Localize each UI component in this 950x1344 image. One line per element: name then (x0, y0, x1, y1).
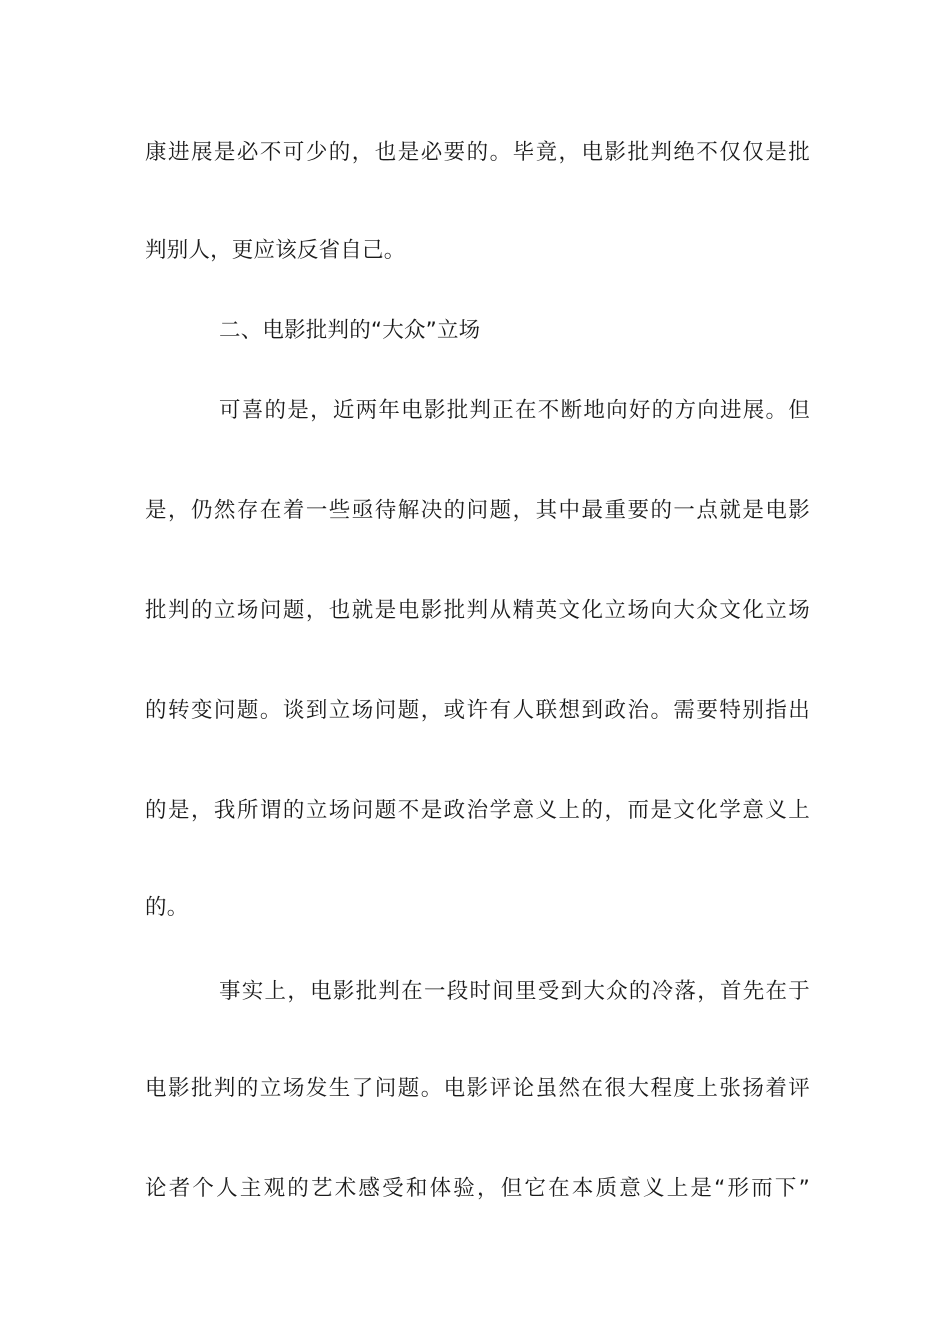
body-text-line: 可喜的是，近两年电影批判正在不断地向好的方向进展。但 (219, 398, 810, 423)
body-text-line: 的是，我所谓的立场问题不是政治学意义上的，而是文化学意义上 (145, 798, 810, 823)
body-text-line: 论者个人主观的艺术感受和体验，但它在本质意义上是“形而下” (145, 1176, 810, 1201)
section-heading: 二、电影批判的“大众”立场 (219, 318, 481, 343)
body-text-line: 的。 (145, 895, 189, 920)
body-text-line: 事实上，电影批判在一段时间里受到大众的冷落，首先在于 (219, 979, 810, 1004)
body-text-line: 的转变问题。谈到立场问题，或许有人联想到政治。需要特别指出 (145, 698, 810, 723)
body-text-line: 判别人，更应该反省自己。 (145, 238, 406, 263)
body-text-line: 是，仍然存在着一些亟待解决的问题，其中最重要的一点就是电影 (145, 498, 810, 523)
body-text-line: 批判的立场问题，也就是电影批判从精英文化立场向大众文化立场 (145, 598, 810, 623)
body-text-line: 康进展是必不可少的，也是必要的。毕竟，电影批判绝不仅仅是批 (145, 140, 810, 165)
body-text-line: 电影批判的立场发生了问题。电影评论虽然在很大程度上张扬着评 (145, 1076, 810, 1101)
